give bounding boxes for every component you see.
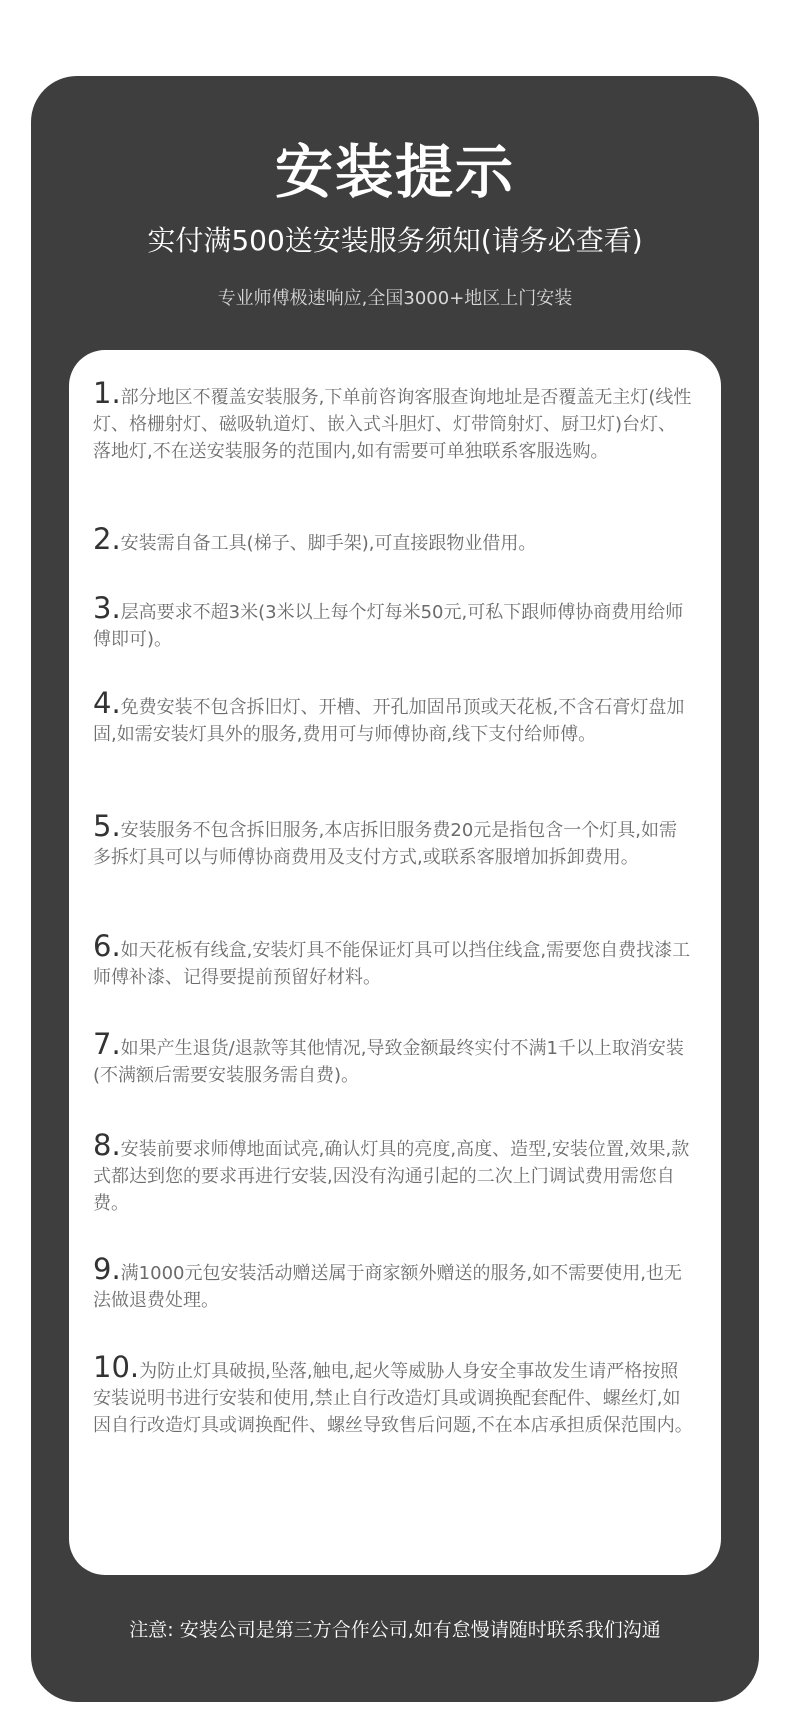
- notice-item-text: 免费安装不包含拆旧灯、开槽、开孔加固吊顶或天花板,不含石膏灯盘加固,如需安装灯具外的服务,费用可与师傅协商,线下支付给师傅。: [93, 697, 685, 745]
- installation-notice-card: [31, 76, 759, 1702]
- notice-item-text: 如天花板有线盒,安装灯具不能保证灯具可以挡住线盒,需要您自费找漆工师傅补漆、记得要提前预留好材料。: [93, 940, 691, 988]
- notice-item-text: 为防止灯具破损,坠落,触电,起火等威胁人身安全事故发生请严格按照安装说明书进行安装和使用,禁止自行改造灯具或调换配套配件、螺丝灯,如因自行改造灯具或调换配件、螺丝导致售后问题,不在本店承担质保范围内。: [93, 1361, 693, 1436]
- notice-item-text: 安装前要求师傅地面试亮,确认灯具的亮度,高度、造型,安装位置,效果,款式都达到您的要求再进行安装,因没有沟通引起的二次上门调试费用需您自费。: [93, 1139, 690, 1214]
- notice-item-number: 3.: [93, 591, 121, 625]
- notice-item-number: 9.: [93, 1252, 121, 1286]
- notice-item-number: 5.: [93, 809, 121, 843]
- notice-item-8: [93, 1128, 693, 1217]
- notice-item-2: [93, 522, 693, 557]
- notice-item-number: 6.: [93, 929, 121, 963]
- notice-item-text: 满1000元包安装活动赠送属于商家额外赠送的服务,如不需要使用,也无法做退费处理。: [93, 1263, 682, 1311]
- notice-item-10: [93, 1350, 693, 1439]
- notice-item-number: 8.: [93, 1128, 121, 1162]
- service-tagline: 专业师傅极速响应,全国3000+地区上门安装: [217, 288, 573, 309]
- notice-item-text: 如果产生退货/退款等其他情况,导致金额最终实付不满1千以上取消安装(不满额后需要安装服务需自费)。: [93, 1038, 684, 1086]
- notice-list-panel: [69, 350, 721, 1575]
- notice-item-number: 10.: [93, 1350, 140, 1384]
- notice-item-text: 安装需自备工具(梯子、脚手架),可直接跟物业借用。: [120, 533, 537, 554]
- notice-item-number: 4.: [93, 686, 121, 720]
- notice-item-number: 2.: [93, 522, 121, 556]
- notice-item-5: [93, 809, 693, 871]
- page-title: 安装提示: [274, 138, 515, 206]
- notice-item-3: [93, 591, 693, 653]
- footer-note: 注意: 安装公司是第三方合作公司,如有怠慢请随时联系我们沟通: [129, 1619, 661, 1641]
- notice-item-1: [93, 376, 693, 465]
- notice-item-text: 安装服务不包含拆旧服务,本店拆旧服务费20元是指包含一个灯具,如需多拆灯具可以与师傅协商费用及支付方式,或联系客服增加拆卸费用。: [93, 820, 678, 868]
- notice-item-text: 部分地区不覆盖安装服务,下单前咨询客服查询地址是否覆盖无主灯(线性灯、格栅射灯、磁吸轨道灯、嵌入式斗胆灯、灯带筒射灯、厨卫灯)台灯、落地灯,不在送安装服务的范围内,如有需要可单独联系客服选购。: [93, 387, 692, 462]
- notice-item-text: 层高要求不超3米(3米以上每个灯每米50元,可私下跟师傅协商费用给师傅即可)。: [93, 602, 684, 650]
- notice-item-4: [93, 686, 693, 748]
- notice-item-number: 1.: [93, 376, 121, 410]
- notice-item-9: [93, 1252, 693, 1314]
- notice-item-number: 7.: [93, 1027, 121, 1061]
- notice-subtitle: 实付满500送安装服务须知(请务必查看): [147, 224, 643, 257]
- notice-item-7: [93, 1027, 693, 1089]
- notice-item-6: [93, 929, 693, 991]
